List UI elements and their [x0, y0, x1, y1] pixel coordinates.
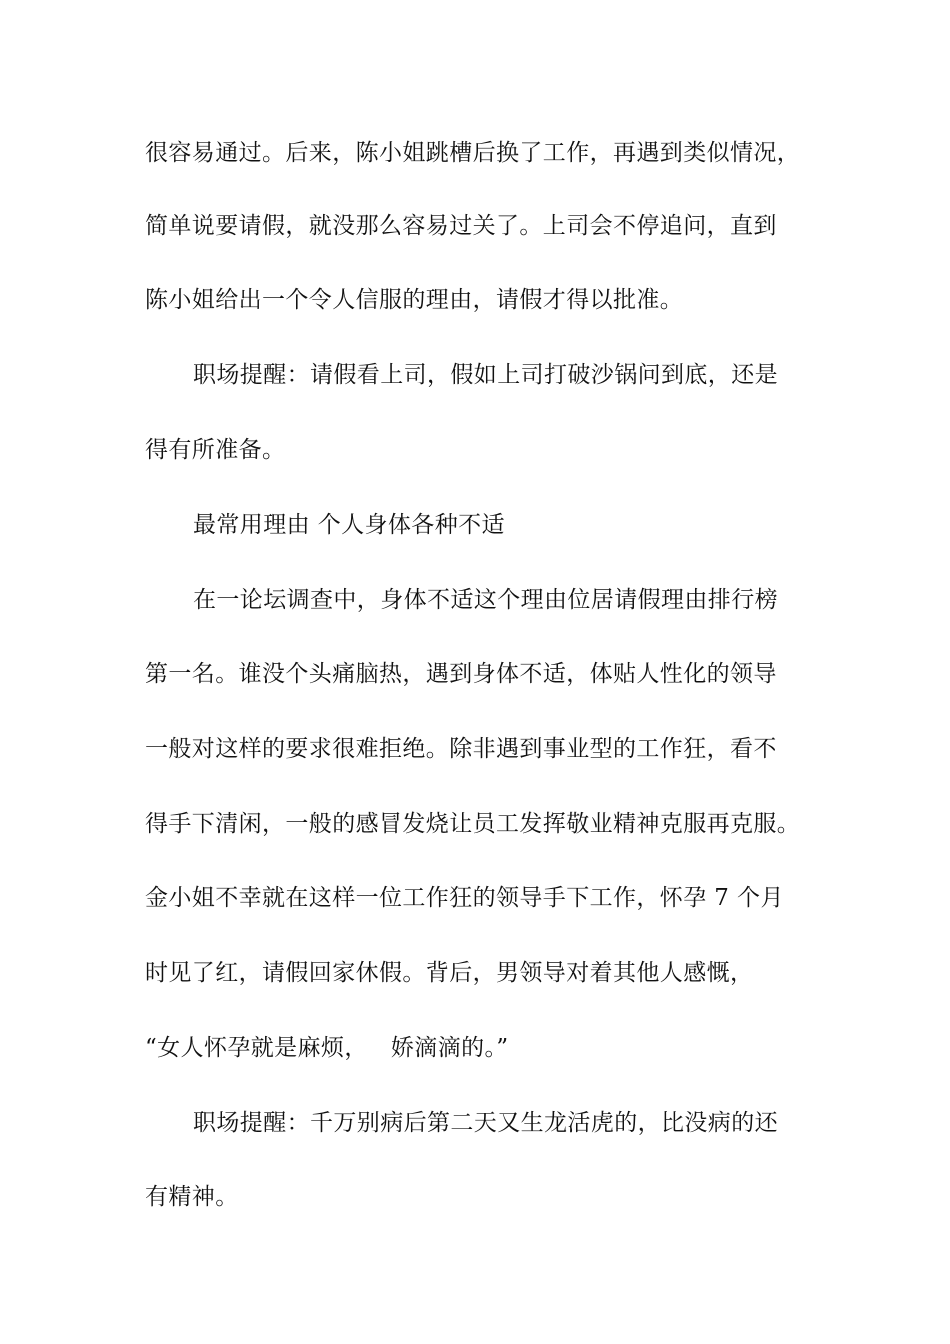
paragraph-line: 金小姐不幸就在这样一位工作狂的领导手下工作，怀孕 7 个月	[145, 885, 784, 911]
paragraph-line: 得有所准备。	[145, 437, 286, 463]
section-heading: 最常用理由 个人身体各种不适	[193, 512, 505, 538]
paragraph-line: 在一论坛调查中，身体不适这个理由位居请假理由排行榜	[193, 587, 778, 613]
paragraph-line: 很容易通过。后来，陈小姐跳槽后换了工作，再遇到类似情况，	[145, 140, 801, 166]
paragraph-line: 职场提醒：千万别病后第二天又生龙活虎的，比没病的还	[193, 1110, 778, 1136]
paragraph-line: 得手下清闲，一般的感冒发烧让员工发挥敬业精神克服再克服。	[145, 811, 801, 837]
paragraph-line: 陈小姐给出一个令人信服的理由，请假才得以批准。	[145, 287, 684, 313]
quote-line: “女人怀孕就是麻烦， 娇滴滴的。”	[145, 1035, 509, 1061]
paragraph-line: 一般对这样的要求很难拒绝。除非遇到事业型的工作狂，看不	[145, 736, 777, 762]
paragraph-line: 第一名。谁没个头痛脑热，遇到身体不适，体贴人性化的领导	[145, 661, 777, 687]
paragraph-line: 简单说要请假，就没那么容易过关了。上司会不停追问，直到	[145, 213, 777, 239]
paragraph-line: 职场提醒：请假看上司，假如上司打破沙锅问到底，还是	[193, 362, 778, 388]
paragraph-line: 时见了红，请假回家休假。背后，男领导对着其他人感慨，	[145, 960, 754, 986]
paragraph-line: 有精神。	[145, 1184, 239, 1210]
